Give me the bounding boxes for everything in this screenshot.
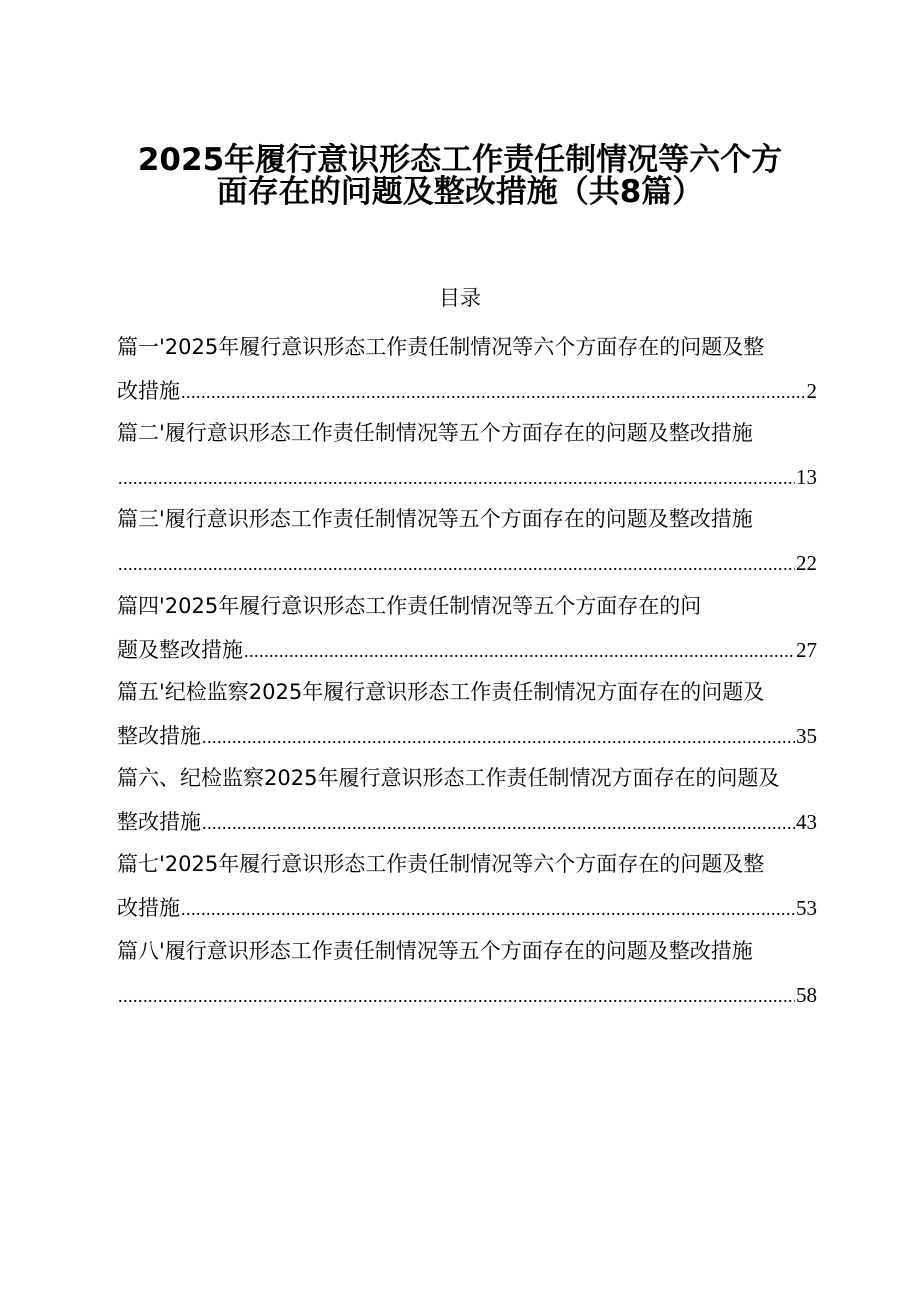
toc-dot-leader [118, 982, 795, 1010]
toc-entry-2[interactable] [117, 419, 829, 491]
toc-page-number: 13 [796, 465, 817, 489]
toc-entry-continuation [117, 981, 817, 1009]
toc-entry-5[interactable] [117, 678, 829, 750]
toc-entry-title-cont: 改措施 [117, 896, 180, 920]
toc-entry-continuation [117, 463, 817, 491]
toc-page-number: 43 [796, 810, 817, 834]
toc-entry-title: 篇六、纪检监察2025年履行意识形态工作责任制情况方面存在的问题及 [117, 766, 780, 790]
toc-dot-leader [181, 378, 806, 406]
toc-entry-3[interactable] [117, 505, 829, 577]
toc-entry-title: 篇四'2025年履行意识形态工作责任制情况等五个方面存在的问 [117, 594, 702, 618]
toc-page-number: 27 [796, 638, 817, 662]
document-title-line-2: 面存在的问题及整改措施（共8篇） [216, 174, 704, 210]
toc-dot-leader [118, 464, 795, 492]
toc-entry-title: 篇三'履行意识形态工作责任制情况等五个方面存在的问题及整改措施 [117, 507, 753, 531]
toc-entry-continuation [117, 808, 817, 836]
toc-dot-leader [202, 723, 795, 751]
toc-entry-continuation [117, 549, 817, 577]
toc-entry-continuation [117, 722, 817, 750]
document-title-line-1: 2025年履行意识形态工作责任制情况等六个方 [137, 142, 783, 178]
toc-entry-title-cont: 整改措施 [117, 810, 201, 834]
toc-entry-title: 篇七'2025年履行意识形态工作责任制情况等六个方面存在的问题及整 [117, 852, 765, 876]
toc-dot-leader [244, 637, 795, 665]
toc-entry-8[interactable] [117, 937, 829, 1009]
toc-entry-title: 篇一'2025年履行意识形态工作责任制情况等六个方面存在的问题及整 [117, 335, 765, 359]
toc-entry-continuation [117, 894, 817, 922]
toc-entry-1[interactable] [117, 333, 829, 405]
toc-heading: 目录 [439, 286, 481, 310]
toc-entry-continuation [117, 636, 817, 664]
toc-entry-title: 篇八'履行意识形态工作责任制情况等五个方面存在的问题及整改措施 [117, 939, 753, 963]
toc-entry-7[interactable] [117, 850, 829, 922]
toc-entry-title-cont: 整改措施 [117, 724, 201, 748]
toc-entry-continuation [117, 377, 817, 405]
toc-entry-6[interactable] [117, 764, 829, 836]
toc-page-number: 58 [796, 983, 817, 1007]
toc-entry-title: 篇五'纪检监察2025年履行意识形态工作责任制情况方面存在的问题及 [117, 680, 765, 704]
toc-entry-title: 篇二'履行意识形态工作责任制情况等五个方面存在的问题及整改措施 [117, 421, 753, 445]
toc-dot-leader [118, 550, 795, 578]
toc-entry-4[interactable] [117, 592, 829, 664]
toc-page-number: 2 [806, 379, 817, 403]
toc-entry-title-cont: 改措施 [117, 379, 180, 403]
toc-page-number: 53 [796, 896, 817, 920]
toc-page-number: 22 [796, 551, 817, 575]
toc-entry-title-cont: 题及整改措施 [117, 638, 243, 662]
toc-dot-leader [202, 809, 795, 837]
toc-page-number: 35 [796, 724, 817, 748]
toc-dot-leader [181, 895, 795, 923]
